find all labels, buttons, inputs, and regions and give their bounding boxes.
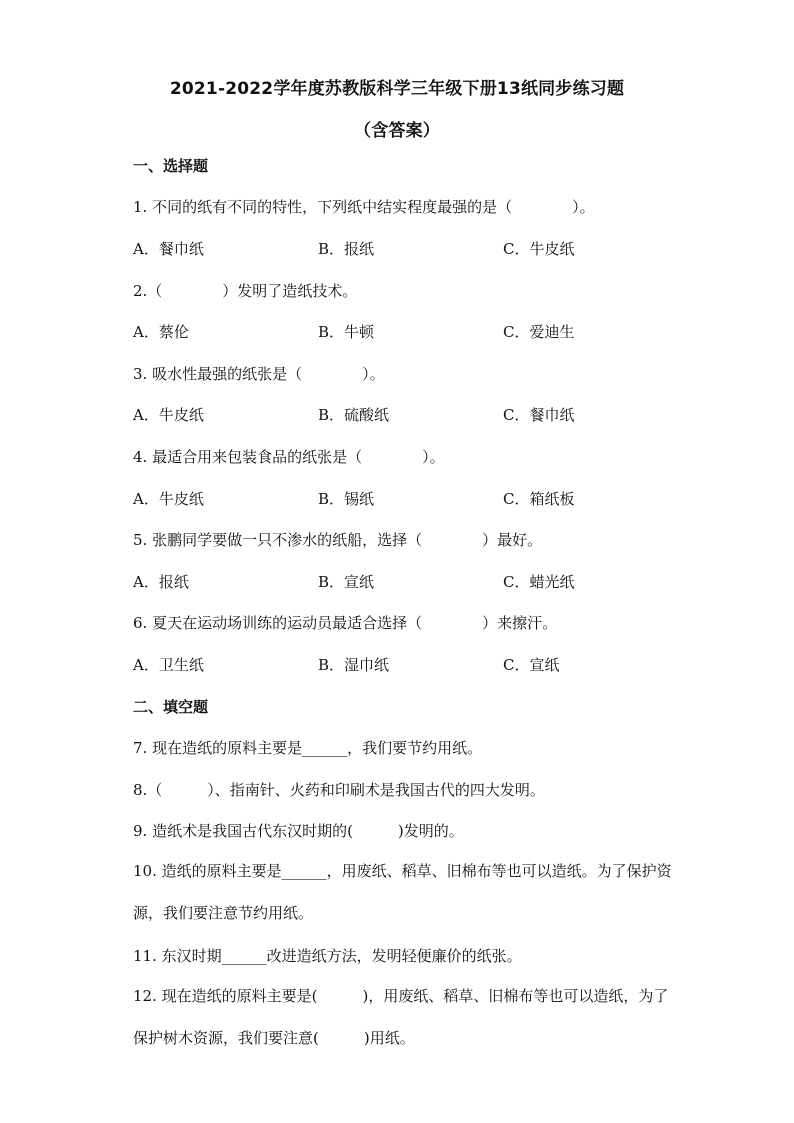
question-7: 7. 现在造纸的原料主要是______，我们要节约用纸。 [133, 739, 483, 757]
doc-title: 2021-2022学年度苏教版科学三年级下册13纸同步练习题 [169, 79, 625, 99]
question-8: 8.（ ）、指南针、火药和印刷术是我国古代的四大发明。 [133, 781, 545, 799]
question-11: 11. 东汉时期______改进造纸方法，发明轻便廉价的纸张。 [133, 947, 522, 965]
section-heading-choice: 一、选择题 [133, 157, 209, 175]
q5-option-c: C．蜡光纸 [503, 573, 575, 591]
q6-option-b: B．湿巾纸 [318, 656, 390, 674]
doc-title-subtitle: （含答案） [354, 121, 440, 141]
q6-option-c: C．宣纸 [503, 656, 560, 674]
q5-option-a: A．报纸 [133, 573, 189, 591]
question-6: 6. 夏天在运动场训练的运动员最适合选择（ ）来擦汗。 [133, 614, 558, 632]
q1-option-a: A．餐巾纸 [133, 240, 204, 258]
q3-option-c: C．餐巾纸 [503, 406, 575, 424]
q4-option-b: B．锡纸 [318, 490, 375, 508]
q2-option-c: C．爱迪生 [503, 323, 575, 341]
q1-option-b: B．报纸 [318, 240, 375, 258]
q5-option-b: B．宣纸 [318, 573, 375, 591]
question-1: 1. 不同的纸有不同的特性，下列纸中结实程度最强的是（ ）。 [133, 198, 595, 216]
question-2: 2.（ ）发明了造纸技术。 [133, 282, 358, 300]
question-3: 3. 吸水性最强的纸张是（ ）。 [133, 365, 385, 383]
q3-option-b: B．硫酸纸 [318, 406, 390, 424]
question-9: 9. 造纸术是我国古代东汉时期的( )发明的。 [133, 822, 464, 840]
question-10: 10. 造纸的原料主要是______，用废纸、稻草、旧棉布等也可以造纸。为了保护资源，我们要注意节约用纸。 [133, 862, 672, 922]
question-5: 5. 张鹏同学要做一只不渗水的纸船，选择（ ）最好。 [133, 531, 543, 549]
section-heading-fill: 二、填空题 [133, 698, 209, 716]
question-4: 4. 最适合用来包装食品的纸张是（ ）。 [133, 448, 445, 466]
question-12: 12. 现在造纸的原料主要是( )，用废纸、稻草、旧棉布等也可以造纸，为了保护树木资源，我们要注意( )用纸。 [133, 987, 669, 1047]
q1-option-c: C．牛皮纸 [503, 240, 575, 258]
q3-option-a: A．牛皮纸 [133, 406, 204, 424]
q2-option-b: B．牛顿 [318, 323, 375, 341]
q4-option-c: C．箱纸板 [503, 490, 575, 508]
q6-option-a: A．卫生纸 [133, 656, 204, 674]
q2-option-a: A．蔡伦 [133, 323, 189, 341]
q4-option-a: A．牛皮纸 [133, 490, 204, 508]
